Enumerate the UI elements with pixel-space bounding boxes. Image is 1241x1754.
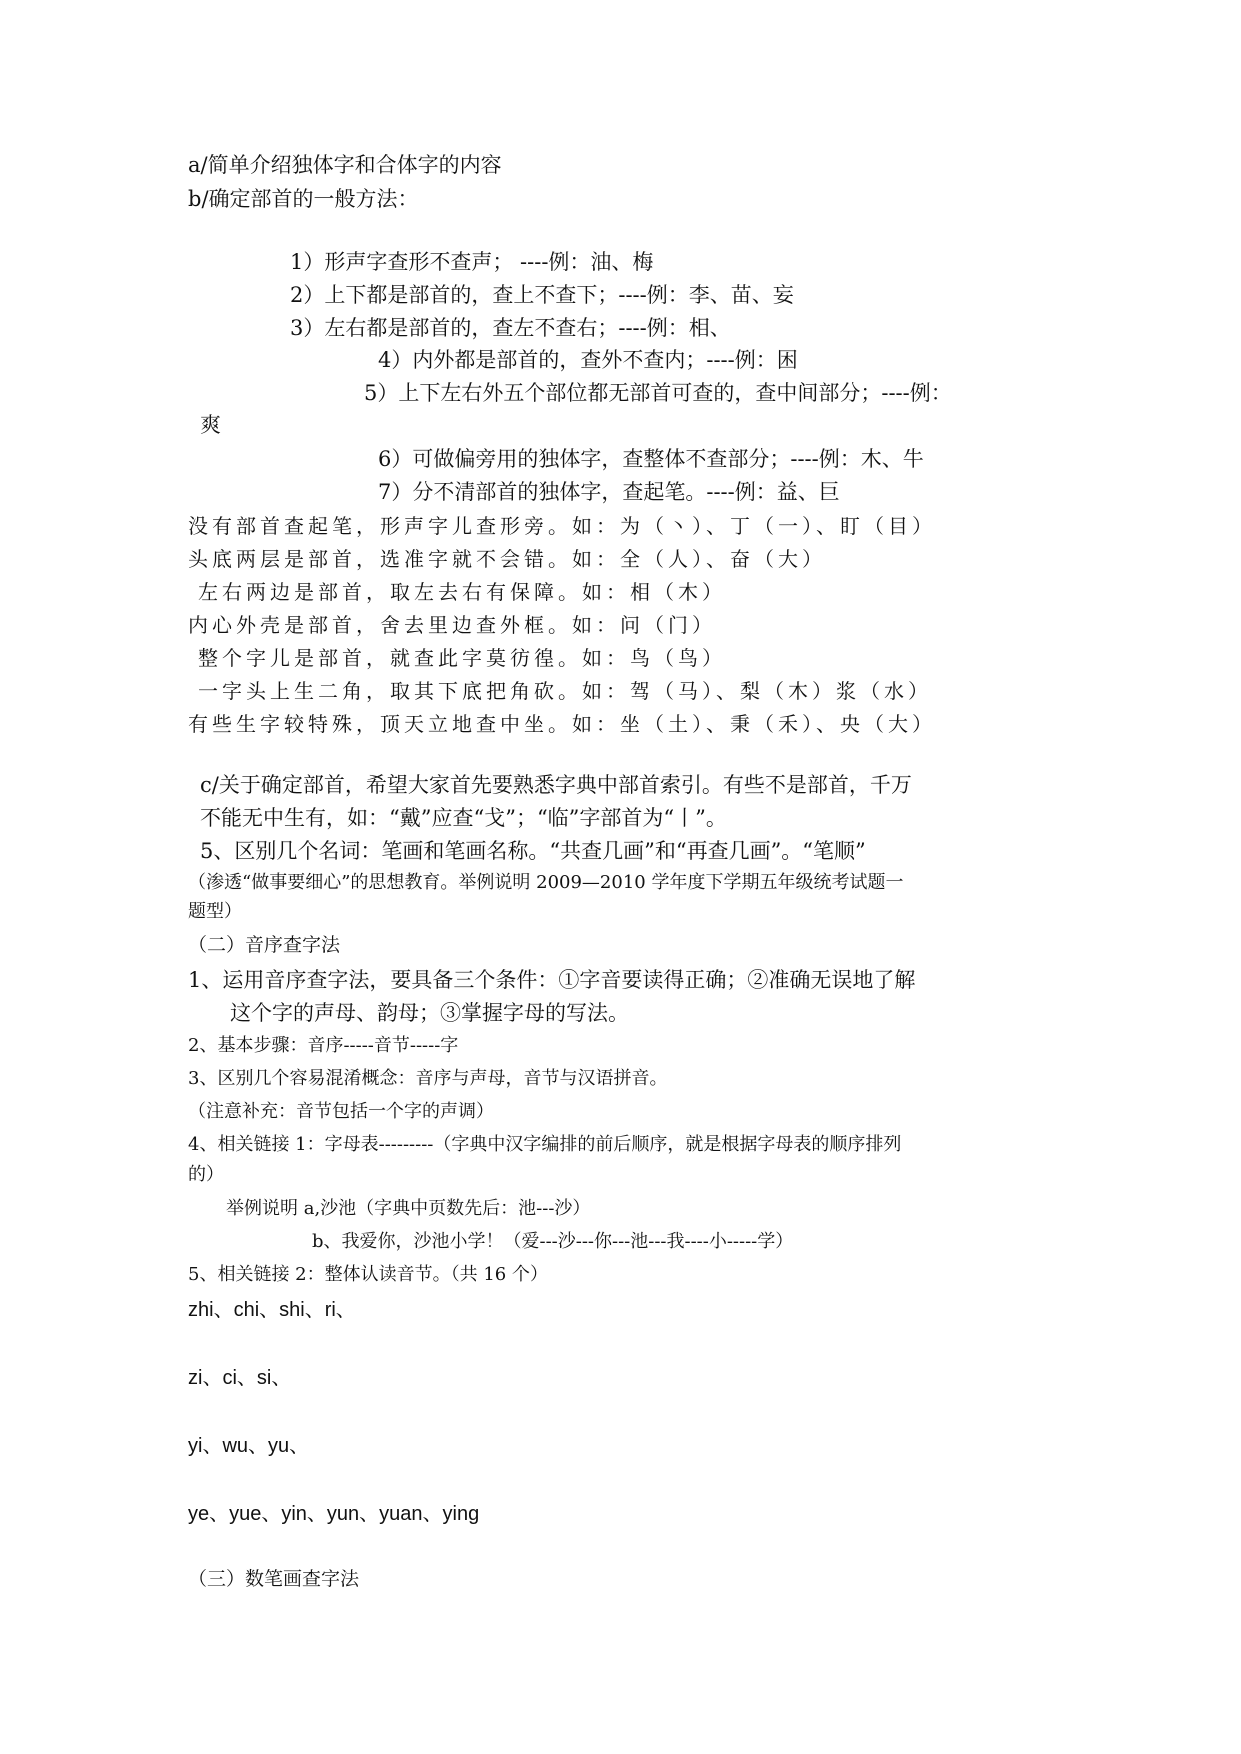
note-c-line-1: c/关于确定部首，希望大家首先要熟悉字典中部首索引。有些不是部首，千万: [200, 773, 912, 797]
section-2-heading: （二）音序查字法: [188, 934, 341, 956]
section-3-heading: （三）数笔画查字法: [188, 1568, 360, 1590]
phonetic-item-1-line-1: 1、运用音序查字法，要具备三个条件：①字音要读得正确；②准确无误地了解: [188, 968, 916, 992]
phonetic-item-4-line-2: 的）: [188, 1164, 224, 1185]
rhyme-line-4: 内心外壳是部首，舍去里边查外框。如：问（门）: [188, 613, 716, 637]
rule-6: 6）可做偏旁用的独体字，查整体不查部分；----例：木、牛: [378, 447, 924, 471]
phonetic-item-5: 5、相关链接 2：整体认读音节。（共 16 个）: [188, 1264, 548, 1285]
rhyme-line-2: 头底两层是部首，选准字就不会错。如：全（人）、奋（大）: [188, 547, 826, 571]
rule-4: 4）内外都是部首的，查外不查内；----例：困: [378, 348, 798, 372]
intro-line-a: a/简单介绍独体字和合体字的内容: [188, 153, 502, 177]
rule-5: 5）上下左右外五个部位都无部首可查的，查中间部分；----例：: [364, 381, 952, 405]
education-note-line-2: 题型）: [188, 901, 242, 922]
phonetic-item-4-line-1: 4、相关链接 1：字母表---------（字典中汉字编排的前后顺序，就是根据字母表的顺序排列: [188, 1134, 902, 1155]
phonetic-item-3: 3、区别几个容易混淆概念：音序与声母，音节与汉语拼音。: [188, 1068, 668, 1089]
example-a: 举例说明 a,沙池（字典中页数先后：池---沙）: [226, 1198, 591, 1219]
phonetic-note: （注意补充：音节包括一个字的声调）: [188, 1101, 494, 1122]
rule-5-example: 爽: [200, 413, 221, 437]
syllable-group-2: zi、ci、si、: [188, 1367, 292, 1389]
item-5-stroke-terms: 5、区别几个名词：笔画和笔画名称。“共查几画”和“再查几画”。“笔顺”: [200, 839, 866, 863]
rule-3: 3）左右都是部首的，查左不查右；----例：相、: [290, 316, 731, 340]
rhyme-line-7: 有些生字较特殊，顶天立地查中坐。如：坐（土）、秉（禾）、央（大）: [188, 712, 936, 736]
note-c-line-2: 不能无中生有，如：“戴”应查“戈”；“临”字部首为“丨”。: [200, 806, 727, 830]
phonetic-item-1-line-2: 这个字的声母、韵母；③掌握字母的写法。: [230, 1001, 629, 1025]
education-note-line-1: （渗透“做事要细心”的思想教育。举例说明 2009—2010 学年度下学期五年级统考试题一: [188, 872, 904, 893]
rule-7: 7）分不清部首的独体字，查起笔。----例：益、巨: [378, 480, 840, 504]
rule-1: 1）形声字查形不查声； ----例：油、梅: [290, 250, 654, 274]
intro-line-b: b/确定部首的一般方法：: [188, 187, 419, 211]
syllable-group-1: zhi、chi、shi、ri、: [188, 1299, 356, 1321]
rule-2: 2）上下都是部首的，查上不查下；----例：李、苗、妄: [290, 283, 794, 307]
rhyme-line-1: 没有部首查起笔，形声字儿查形旁。如：为（丶）、丁（一）、盯（目）: [188, 514, 936, 538]
phonetic-item-2: 2、基本步骤：音序-----音节-----字: [188, 1035, 459, 1056]
rhyme-line-3: 左右两边是部首，取左去右有保障。如：相（木）: [198, 580, 726, 604]
rhyme-line-5: 整个字儿是部首，就查此字莫彷徨。如：鸟（鸟）: [198, 646, 726, 670]
syllable-group-3: yi、wu、yu、: [188, 1435, 310, 1457]
rhyme-line-6: 一字头上生二角，取其下底把角砍。如：驾（马）、梨（木）浆（水）: [198, 679, 932, 703]
syllable-group-4: ye、yue、yin、yun、yuan、ying: [188, 1503, 480, 1525]
example-b: b、我爱你，沙池小学！（爱---沙---你---池---我----小-----学）: [312, 1231, 794, 1252]
